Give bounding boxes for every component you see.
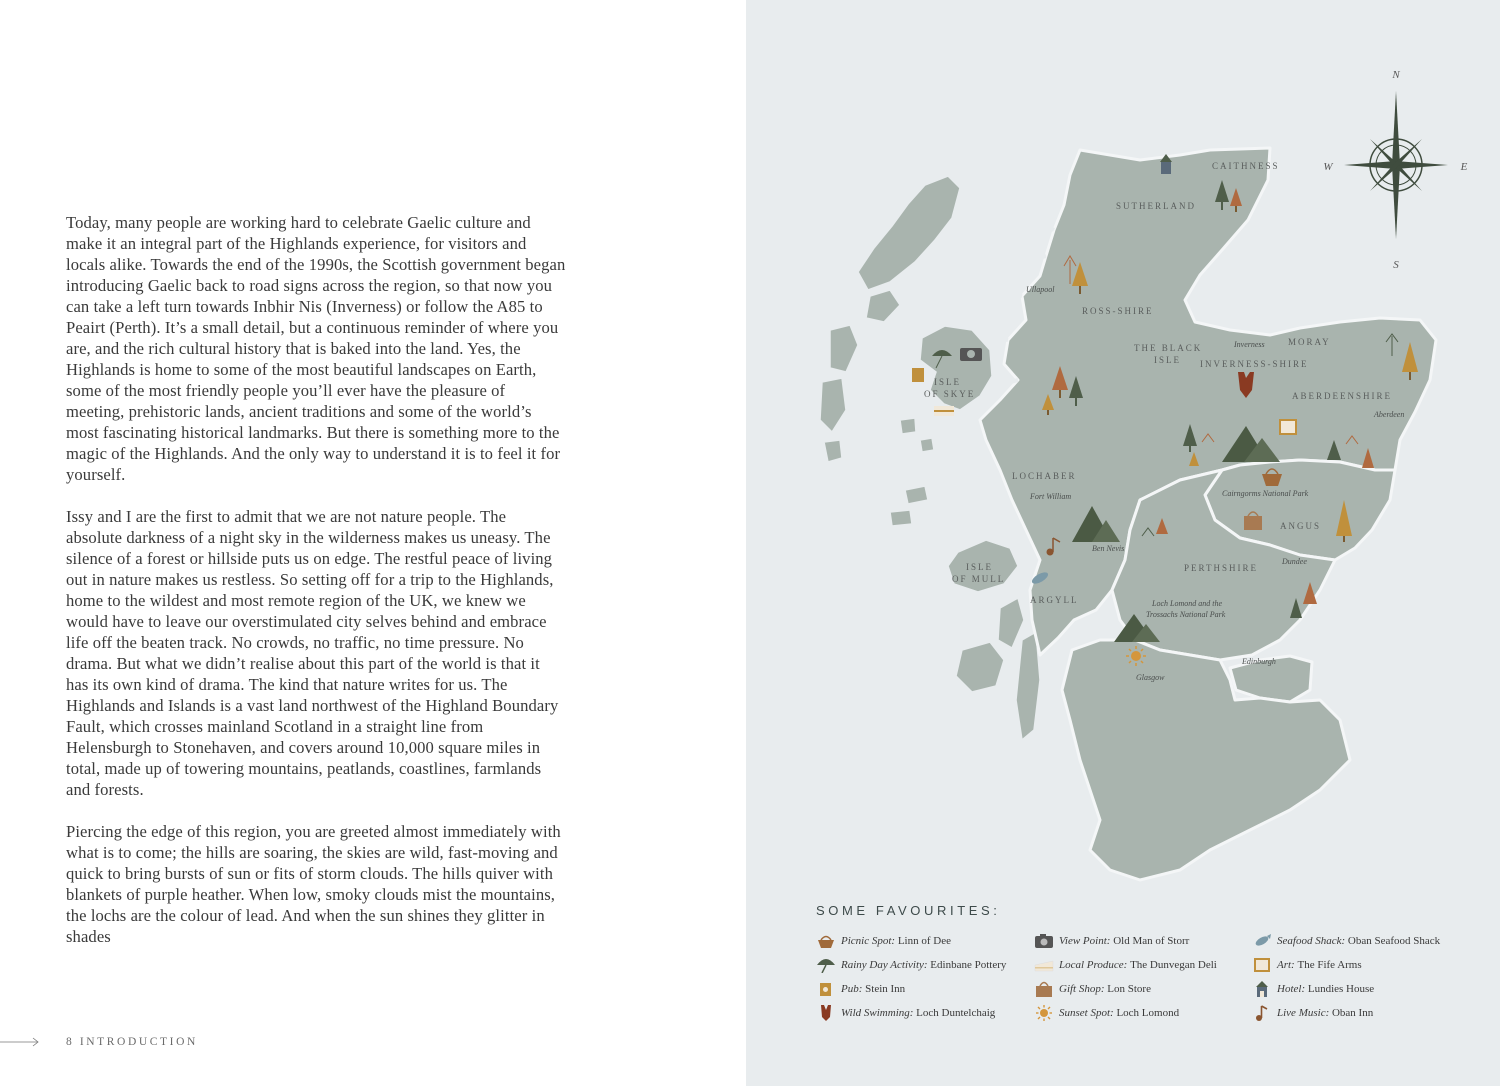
legend-title: SOME FAVOURITES: — [816, 903, 1001, 918]
lewis-island — [858, 176, 960, 290]
uist-island — [830, 325, 858, 372]
camera-icon — [960, 348, 982, 361]
legend-item-art: Art: The Fife Arms — [1252, 956, 1472, 974]
label-fort-william: Fort William — [1030, 492, 1072, 501]
legend-item-live-music: Live Music: Oban Inn — [1252, 1004, 1472, 1022]
cake-icon — [1034, 957, 1054, 973]
tiree-island — [890, 510, 912, 526]
legend-item-rainy-day-activity: Rainy Day Activity: Edinbane Pottery — [816, 956, 1034, 974]
pub-sign-icon — [816, 981, 836, 997]
label-aberdeen: Aberdeen — [1374, 410, 1405, 419]
sun-icon — [1034, 1005, 1054, 1021]
compass-south-label: S — [1393, 259, 1399, 271]
islay-island — [956, 642, 1004, 692]
picture-frame-icon — [1280, 420, 1296, 434]
umbrella-icon — [816, 957, 836, 973]
label-ross-shire: ROSS-SHIRE — [1082, 306, 1154, 316]
kintyre-peninsula — [1016, 632, 1040, 740]
legend-item-wild-swimming: Wild Swimming: Loch Duntelchaig — [816, 1004, 1034, 1022]
label-ullapool: Ullapool — [1026, 285, 1055, 294]
label-skye-1: ISLE — [934, 377, 961, 387]
south-uist-island — [820, 378, 846, 432]
label-edinburgh: Edinburgh — [1242, 657, 1276, 666]
label-inverness-shire: INVERNESS-SHIRE — [1200, 359, 1309, 369]
legend — [816, 903, 1476, 1022]
label-aberdeenshire: ABERDEENSHIRE — [1292, 391, 1392, 401]
label-black-isle-2: ISLE — [1154, 355, 1181, 365]
legend-item-local-produce: Local Produce: The Dunvegan Deli — [1034, 956, 1252, 974]
jura-island — [998, 598, 1024, 648]
compass-rose-icon — [1344, 91, 1448, 239]
legend-item-pub: Pub: Stein Inn — [816, 980, 1034, 998]
label-dundee: Dundee — [1282, 557, 1307, 566]
small-isle-1 — [900, 418, 916, 434]
label-loch-lomond-1: Loch Lomond and the — [1152, 599, 1222, 608]
legend-item-seafood-shack: Seafood Shack: Oban Seafood Shack — [1252, 932, 1472, 950]
label-mull-2: OF MULL — [952, 574, 1006, 584]
legend-item-gift-shop: Gift Shop: Lon Store — [1034, 980, 1252, 998]
label-mull-1: ISLE — [966, 562, 993, 572]
label-inverness: Inverness — [1234, 340, 1265, 349]
label-glasgow: Glasgow — [1136, 673, 1165, 682]
label-sutherland: SUTHERLAND — [1116, 201, 1196, 211]
compass-east-label: E — [1460, 161, 1468, 173]
music-note-icon — [1252, 1005, 1272, 1021]
label-lochaber: LOCHABER — [1012, 471, 1077, 481]
camera-icon — [1034, 933, 1054, 949]
paragraph-2: Issy and I are the first to admit that we are not nature people. The absolute darkness of a night sky in the wilderness makes us uneasy. The silence of a forest or hillside puts us on edge. The restful peace of living out in nature makes us restless. So setting off for a trip to the Highlands, home to the wildest and most remote region of the UK, we knew we would have to leave our overstimulated city selves behind and embrace life off the beaten track. No crowds, no traffic, no time pressure. No drama. But what we didn’t realise about this part of the world is that it has its own kind of drama. The kind that nature writes for us. The Highlands and Islands is a vast land northwest of the Highland Boundary Fault, which crosses mainland Scotland in a straight line from Helensburgh to Stonehaven, and covers around 10,000 square miles in total, made up of towering mountains, peatlands, coastlines, farmlands and forests. — [66, 507, 559, 799]
label-angus: ANGUS — [1280, 521, 1322, 531]
label-black-isle-1: THE BLACK — [1134, 343, 1203, 353]
label-ben-nevis: Ben Nevis — [1092, 544, 1125, 553]
legend-item-view-point: View Point: Old Man of Storr — [1034, 932, 1252, 950]
barra-island — [824, 440, 842, 462]
fish-icon — [1252, 933, 1272, 949]
swimsuit-icon — [816, 1005, 836, 1021]
label-argyll: ARGYLL — [1030, 595, 1079, 605]
compass-north-label: N — [1392, 69, 1400, 81]
label-moray: MORAY — [1288, 337, 1331, 347]
paragraph-1: Today, many people are working hard to celebrate Gaelic culture and make it an integral part of the Highlands experience, for visitors and locals alike. Towards the end of the 1990s, the Scottish government began introducing Gaelic back to road signs across the region, so that now you can take a left turn towards Inbhir Nis (Inverness) or follow the A85 to Peairt (Perth). It’s a small detail, but a continuous reminder of where you are, and the rich cultural history that is baked into the land. Yes, the Highlands is home to some of the most beautiful landscapes on Earth, some of the most friendly people you’ll ever have the pleasure of meeting, prehistoric lands, ancient traditions and some of the world’s most fascinating historical landmarks. But there is something more to the magic of the Highlands. And the only way to understand it is to feel it for yourself. — [66, 213, 566, 484]
picnic-basket-icon — [816, 933, 836, 949]
legend-grid — [816, 932, 1476, 1022]
picture-frame-icon — [1252, 957, 1272, 973]
label-caithness: CAITHNESS — [1212, 161, 1280, 171]
sun-icon — [1126, 646, 1146, 666]
harris-island — [866, 290, 900, 322]
coll-island — [905, 486, 928, 504]
small-isle-2 — [920, 438, 934, 452]
page-number-label: 8 INTRODUCTION — [66, 1036, 198, 1048]
legend-item-picnic-spot: Picnic Spot: Linn of Dee — [816, 932, 1034, 950]
label-skye-2: OF SKYE — [924, 389, 976, 399]
compass-west-label: W — [1323, 161, 1333, 173]
cake-icon — [934, 406, 954, 416]
label-cairngorms: Cairngorms National Park — [1222, 489, 1309, 498]
paragraph-3: Piercing the edge of this region, you are greeted almost immediately with what is to come; the hills are soaring, the skies are wild, fast-moving and quick to bring bursts of sun or fits of storm clouds. The hills quiver with blankets of purple heather. When low, smoky clouds mist the mountains, the lochs are the colour of lead. And when the sun shines they glitter in shades — [66, 822, 561, 946]
pub-sign-icon — [912, 368, 924, 382]
label-perthshire: PERTHSHIRE — [1184, 563, 1258, 573]
legend-item-sunset-spot: Sunset Spot: Loch Lomond — [1034, 1004, 1252, 1022]
label-loch-lomond-2: Trossachs National Park — [1146, 610, 1226, 619]
legend-item-hotel: Hotel: Lundies House — [1252, 980, 1472, 998]
house-icon — [1252, 981, 1272, 997]
gift-bag-icon — [1034, 981, 1054, 997]
